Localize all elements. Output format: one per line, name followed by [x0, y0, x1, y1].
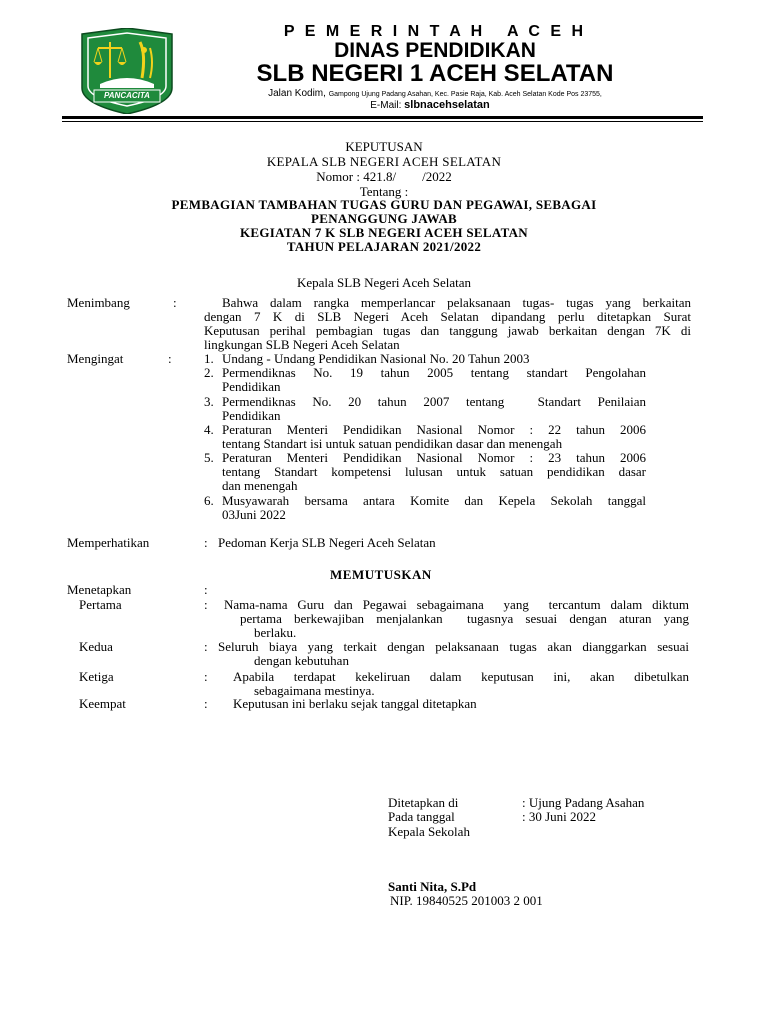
ketiga-line-1: Apabila terdapat kekeliruan dalam keputusan ini, akan dibetulkan: [233, 669, 689, 684]
menimbang-line-3: Keputusan perihal pembagian tugas dan tanggung jawab berkaitan dengan 7K di: [204, 323, 691, 338]
kedua-colon: :: [204, 639, 208, 654]
sign-ditetapkan-label: Ditetapkan di: [388, 795, 459, 810]
kedua-line-2: dengan kebutuhan: [254, 653, 349, 668]
sign-name: Santi Nita, S.Pd: [388, 879, 477, 894]
menetapkan-colon: :: [204, 582, 208, 597]
memperhatikan-colon: :: [204, 535, 208, 550]
mengingat-num-5: 5.: [204, 450, 214, 465]
sign-tanggal-label: Pada tanggal: [388, 809, 455, 824]
kop-divider-thick: [62, 116, 703, 119]
kop-address-prefix: Jalan Kodim,: [268, 88, 329, 99]
mengingat-num-1: 1.: [204, 351, 214, 366]
menimbang-colon: :: [173, 295, 177, 310]
memperhatikan-text: Pedoman Kerja SLB Negeri Aceh Selatan: [218, 535, 436, 550]
kop-email-value: slbnacehselatan: [404, 99, 490, 111]
mengingat-item-5-line-2: tentang Standart kompetensi lulusan untuk satuan pendidikan dasar: [222, 464, 646, 479]
mengingat-item-4-line-2: tentang Standart isi untuk satuan pendidikan dasar dan menengah: [222, 436, 563, 451]
issuer-line: Kepala SLB Negeri Aceh Selatan: [297, 275, 471, 290]
kop-divider-thin: [62, 121, 703, 122]
mengingat-item-4-line-1: Peraturan Menteri Pendidikan Nasional Nomor : 22 tahun 2006: [222, 422, 646, 437]
kop-government: P E M E R I N T A H A C E H: [283, 23, 587, 40]
doc-issuer-title: KEPALA SLB NEGERI ACEH SELATAN: [266, 154, 502, 169]
memperhatikan-label: Memperhatikan: [67, 535, 150, 550]
mengingat-item-5-line-1: Peraturan Menteri Pendidikan Nasional Nomor : 23 tahun 2006: [222, 450, 646, 465]
kop-school-name: SLB NEGERI 1 ACEH SELATAN: [256, 60, 614, 87]
keempat-label: Keempat: [79, 696, 126, 711]
mengingat-colon: :: [168, 351, 172, 366]
letterhead-logo: [80, 28, 174, 114]
kedua-label: Kedua: [79, 639, 113, 654]
ketiga-line-2: sebagaimana mestinya.: [254, 683, 375, 698]
kedua-line-1: Seluruh biaya yang terkait dengan pelaksanaan tugas akan dianggarkan sesuai: [218, 639, 689, 654]
mengingat-item-2-line-1: Permendiknas No. 19 tahun 2005 tentang standart Pengolahan: [222, 365, 646, 380]
sign-nip: NIP. 19840525 201003 2 001: [390, 893, 543, 908]
mengingat-num-4: 4.: [204, 422, 214, 437]
pertama-line-2: pertama berkewajiban menjalankan tugasnya sesuai dengan aturan yang: [240, 611, 689, 626]
mengingat-item-5-line-3: dan menengah: [222, 478, 298, 493]
mengingat-num-6: 6.: [204, 493, 214, 508]
doc-title: KEPUTUSAN: [345, 139, 423, 154]
mengingat-item-1-line-1: Undang - Undang Pendidikan Nasional No. 20 Tahun 2003: [222, 351, 530, 366]
kop-email: [300, 99, 560, 112]
doc-subject-3: KEGIATAN 7 K SLB NEGERI ACEH SELATAN: [240, 225, 528, 240]
mengingat-item-6-line-2: 03Juni 2022: [222, 507, 286, 522]
logo-text: PANCACITA: [104, 91, 150, 100]
mengingat-num-2: 2.: [204, 365, 214, 380]
mengingat-item-3-line-1: Permendiknas No. 20 tahun 2007 tentang Standart Penilaian: [222, 394, 646, 409]
mengingat-item-3-line-2: Pendidikan: [222, 408, 281, 423]
mengingat-label: Mengingat: [67, 351, 124, 366]
mengingat-item-6-line-1: Musyawarah bersama antara Komite dan Kepela Sekolah tanggal: [222, 493, 646, 508]
pertama-colon: :: [204, 597, 208, 612]
mengingat-item-2-line-2: Pendidikan: [222, 379, 281, 394]
sign-ditetapkan-value: : Ujung Padang Asahan: [522, 795, 645, 810]
doc-number: Nomor : 421.8/ /2022: [316, 169, 452, 184]
doc-subject-1: PEMBAGIAN TAMBAHAN TUGAS GURU DAN PEGAWAI, SEBAGAI: [171, 197, 597, 212]
menimbang-line-1: Bahwa dalam rangka memperlancar pelaksanaan tugas- tugas yang berkaitan: [222, 295, 691, 310]
kop-email-label: E-Mail:: [370, 100, 405, 111]
memutuskan-heading: MEMUTUSKAN: [330, 567, 432, 582]
mengingat-num-3: 3.: [204, 394, 214, 409]
menetapkan-label: Menetapkan: [67, 582, 132, 597]
doc-tentang: Tentang :: [359, 184, 409, 199]
pertama-line-1: Nama-nama Guru dan Pegawai sebagaimana yang tercantum dalam diktum: [224, 597, 689, 612]
sign-tanggal-value: : 30 Juni 2022: [522, 809, 597, 824]
keempat-colon: :: [204, 696, 208, 711]
keempat-line-1: Keputusan ini berlaku sejak tanggal ditetapkan: [233, 696, 477, 711]
menimbang-line-2: dengan 7 K di SLB Negeri Aceh Selatan dipandang perlu ditetapkan Surat: [204, 309, 691, 324]
sign-jabatan: Kepala Sekolah: [388, 824, 470, 839]
menimbang-label: Menimbang: [67, 295, 130, 310]
pertama-label: Pertama: [79, 597, 122, 612]
kop-address-rest: Gampong Ujung Padang Asahan, Kec. Pasie Raja, Kab. Aceh Selatan Kode Pos 23755,: [328, 91, 602, 98]
menimbang-line-4: lingkungan SLB Negeri Aceh Selatan: [204, 337, 400, 352]
ketiga-label: Ketiga: [79, 669, 114, 684]
kop-agency: DINAS PENDIDIKAN: [334, 39, 536, 62]
doc-subject-2: PENANGGUNG JAWAB: [310, 211, 457, 226]
pertama-line-3: berlaku.: [254, 625, 297, 640]
ketiga-colon: :: [204, 669, 208, 684]
doc-subject-4: TAHUN PELAJARAN 2021/2022: [286, 239, 482, 254]
